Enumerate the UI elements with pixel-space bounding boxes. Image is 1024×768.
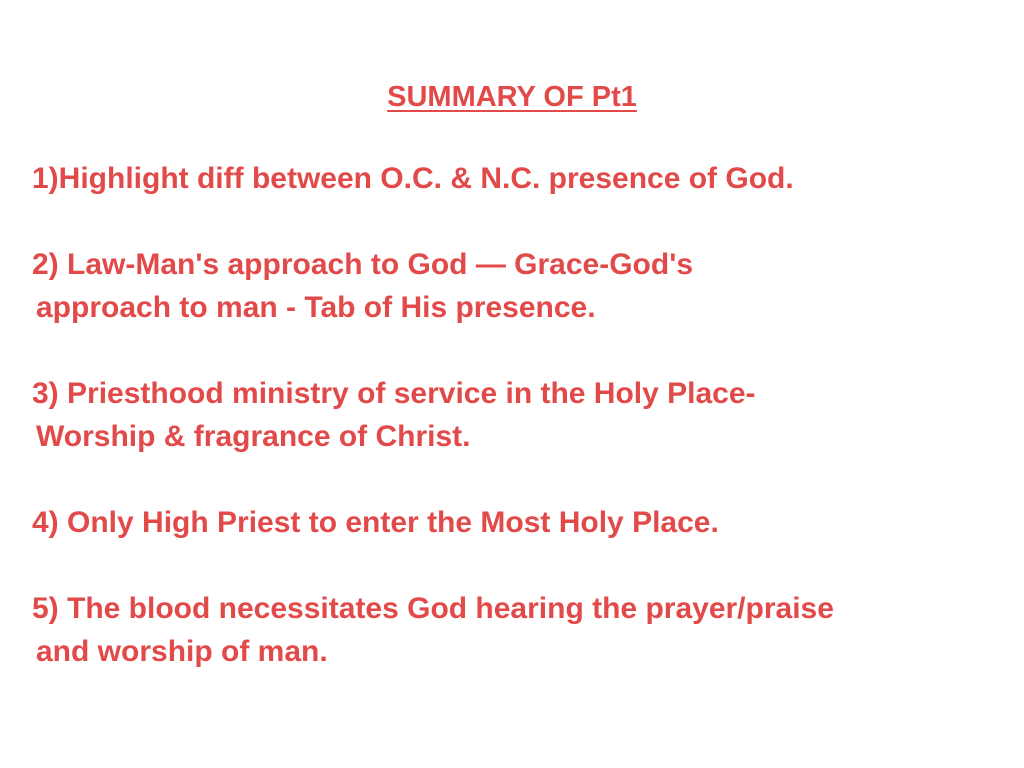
- summary-item-2-line-2: approach to man - Tab of His presence.: [36, 291, 596, 324]
- summary-item-2-line-1: 2) Law-Man's approach to God — Grace-God's: [32, 248, 694, 281]
- summary-item-4: [32, 501, 1017, 544]
- summary-item-3-line-1: 3) Priesthood ministry of service in the Holy Place-: [32, 377, 756, 410]
- summary-item-1-line-1: 1)Highlight diff between O.C. & N.C. presence of God.: [32, 162, 794, 195]
- summary-item-5-line-2: and worship of man.: [36, 635, 328, 668]
- summary-item-5-line-1: 5) The blood necessitates God hearing the prayer/praise: [32, 592, 834, 625]
- summary-item-4-line-1: 4) Only High Priest to enter the Most Holy Place.: [32, 506, 719, 539]
- summary-item-3: [32, 372, 1017, 458]
- slide-title-text: SUMMARY OF Pt1: [387, 81, 637, 113]
- summary-item-2: [32, 243, 1017, 329]
- summary-item-1: [32, 157, 1017, 200]
- summary-item-3-line-2: Worship & fragrance of Christ.: [36, 420, 471, 453]
- slide-title: [0, 79, 1024, 115]
- summary-item-5: [32, 587, 1017, 673]
